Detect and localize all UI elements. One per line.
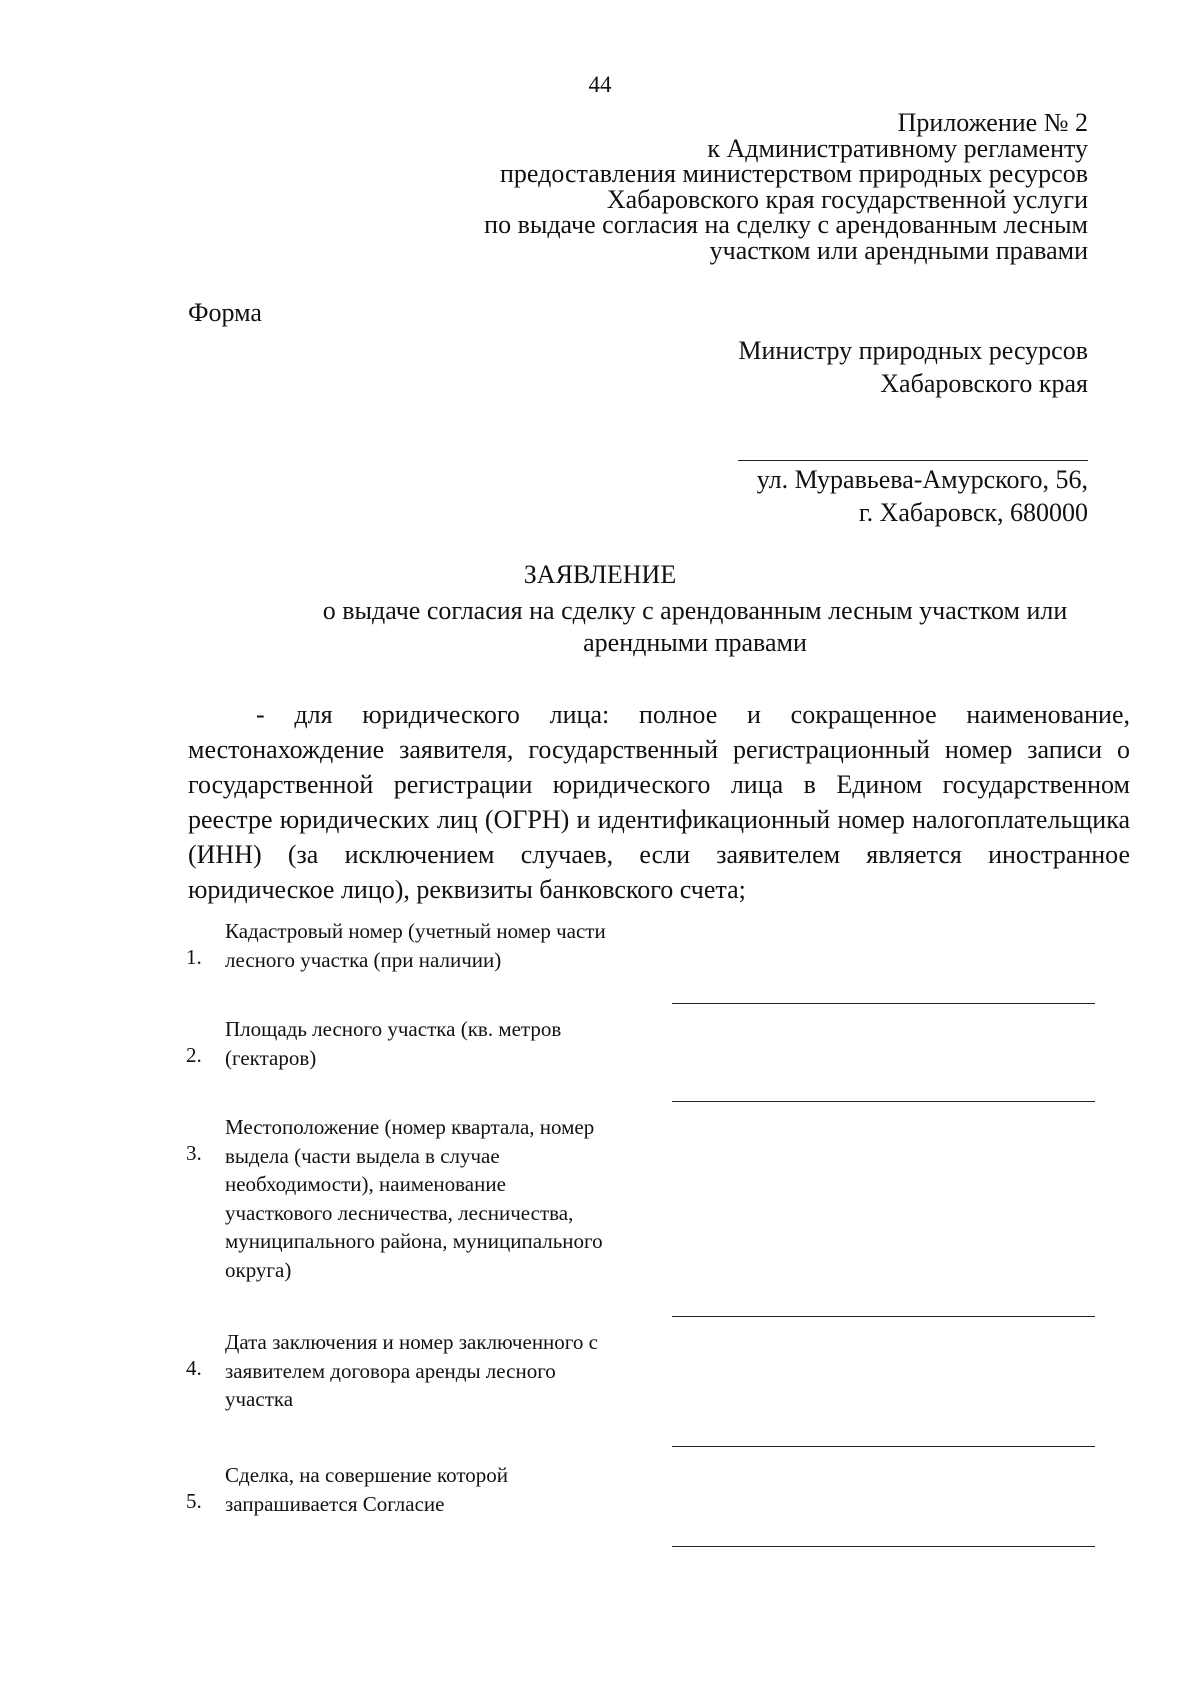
item-5-number: 5. [186, 1489, 202, 1513]
item-1-label [225, 917, 665, 974]
item-4-label [225, 1328, 665, 1414]
item-line: Сделка, на совершение которой [225, 1463, 508, 1487]
item-3-number: 3. [186, 1141, 202, 1165]
appendix-line: Хабаровского края государственной услуги [606, 184, 1088, 214]
address-line: ул. Муравьева-Амурского, 56, [756, 465, 1088, 494]
appendix-line: предоставления министерством природных ресурсов [500, 159, 1088, 188]
item-line: лесного участка (при наличии) [225, 947, 502, 972]
appendix-line: по выдаче согласия на сделку с арендованным лесным [484, 210, 1088, 239]
item-line: Дата заключения и номер заключенного с [225, 1330, 598, 1354]
intro-paragraph: - для юридического лица: полное и сокращенное наименование, местонахождение заявителя, государственный регистрационный номер записи о государственной регистрации юридического лица в Едином государственном реестре юридических лиц (ОГРН) и идентификационный номер налогоплательщика (ИНН) (за исключением случаев, если заявителем является иностранное юридическое лицо), реквизиты банковского счета; [188, 700, 1130, 904]
document-title: ЗАЯВЛЕНИЕ [523, 560, 677, 589]
item-line: участкового лесничества, лесничества, [225, 1200, 574, 1225]
subtitle-line: арендными правами [583, 628, 807, 657]
appendix-header [484, 110, 1088, 263]
item-line: Кадастровый номер (учетный номер части [225, 919, 606, 943]
item-line: необходимости), наименование [225, 1172, 506, 1196]
addressee [738, 334, 1088, 400]
addressee-line: Министру природных ресурсов [738, 336, 1088, 365]
item-3-label [225, 1113, 665, 1284]
item-1-answer-line[interactable] [672, 1003, 1095, 1004]
addressee-name-blank[interactable] [738, 460, 1088, 461]
item-5-answer-line[interactable] [672, 1546, 1095, 1547]
item-line: запрашивается Согласие [225, 1491, 445, 1516]
item-line: Площадь лесного участка (кв. метров [225, 1017, 562, 1041]
appendix-line: к Административному регламенту [707, 133, 1088, 163]
item-line: округа) [225, 1257, 292, 1282]
page-number: 44 [588, 72, 612, 97]
item-line: заявителем договора аренды лесного [225, 1358, 556, 1383]
item-3-answer-line[interactable] [672, 1316, 1095, 1317]
address-line: г. Хабаровск, 680000 [858, 498, 1088, 527]
appendix-line: участком или арендными правами [709, 235, 1088, 265]
appendix-line: Приложение № 2 [897, 108, 1088, 137]
item-line: (гектаров) [225, 1045, 317, 1070]
address [757, 463, 1088, 529]
item-line: участка [225, 1387, 294, 1411]
form-label: Форма [188, 298, 262, 327]
item-line: муниципального района, муниципального [225, 1229, 603, 1253]
document-subtitle [270, 595, 1120, 659]
item-line: Местоположение (номер квартала, номер [225, 1115, 595, 1139]
addressee-line: Хабаровского края [880, 369, 1088, 398]
item-2-label [225, 1015, 665, 1072]
item-1-number: 1. [186, 945, 202, 969]
item-4-answer-line[interactable] [672, 1446, 1095, 1447]
item-line: выдела (части выдела в случае [225, 1143, 500, 1168]
item-2-number: 2. [186, 1043, 202, 1067]
item-2-answer-line[interactable] [672, 1101, 1095, 1102]
item-4-number: 4. [186, 1356, 202, 1380]
subtitle-line: о выдаче согласия на сделку с арендованным лесным участком или [322, 596, 1068, 625]
item-5-label [225, 1461, 665, 1518]
